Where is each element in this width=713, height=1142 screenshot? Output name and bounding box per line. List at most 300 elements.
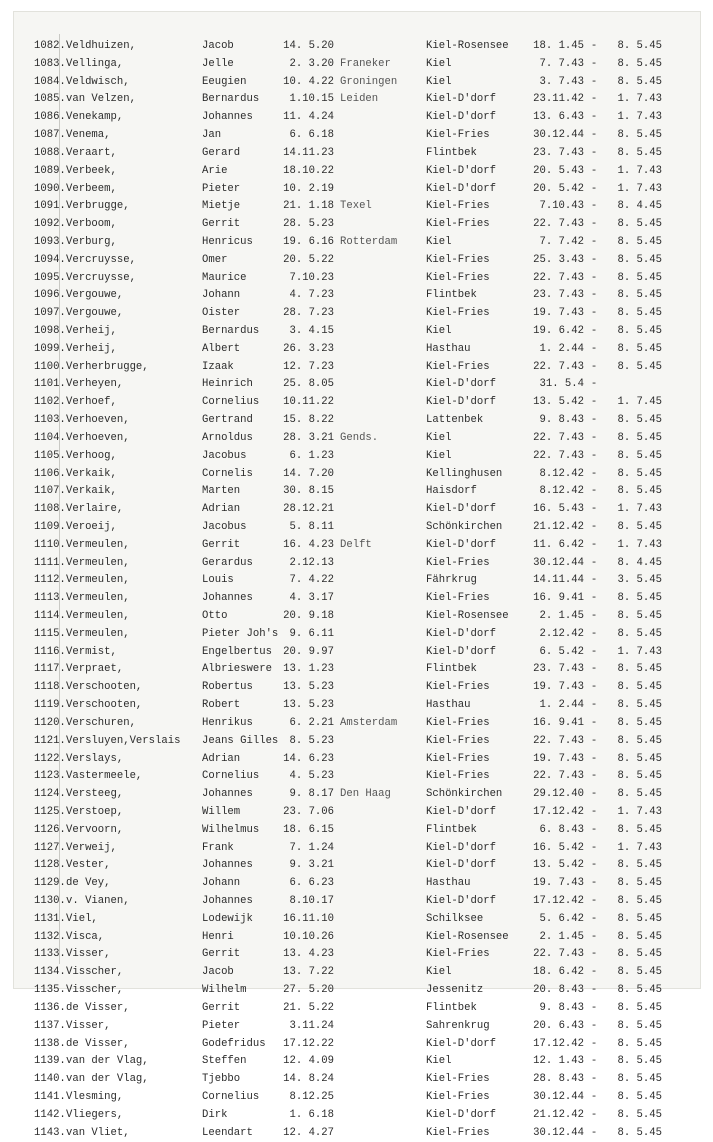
entry-number: 1098. [34,325,66,337]
date-separator: - [590,235,598,248]
entry-number: 1101. [34,378,66,391]
birth-date: 6. 2.21 [289,716,334,729]
date-to: 8. 5.45 [617,289,662,302]
given-name: Gerardus [202,556,253,569]
camp-location: Kiel-Fries [426,1090,490,1103]
date-to: 8. 5.45 [617,1019,662,1032]
given-name: Robert [202,699,241,712]
date-from: 23. 7.43 [533,289,584,302]
table-row [14,163,700,181]
date-from: 6. 5.42 [539,645,584,658]
given-name: Jelle [202,57,234,70]
date-to: 8. 5.45 [617,930,662,943]
date-to: 8. 5.45 [617,1037,662,1050]
camp-location: Schönkirchen [426,788,503,801]
date-to: 8. 5.45 [617,966,662,979]
date-separator: - [590,627,598,640]
surname: Verburg, [66,235,117,248]
date-separator: - [590,129,598,142]
date-separator: - [590,75,598,88]
entry-number: 1094. [34,253,66,266]
camp-location: Schönkirchen [426,520,503,533]
birth-place: Den Haag [340,788,391,801]
camp-location: Kiel-Rosensee [426,930,509,943]
date-separator: - [590,610,598,622]
date-to: 1. 7.43 [617,111,662,124]
surname: de Visser, [66,1037,130,1050]
birth-date: 10.10.26 [283,930,334,943]
given-name: Gerrit [202,948,241,961]
table-row [14,270,700,288]
date-from: 6. 8.43 [539,823,584,836]
date-from: 13. 5.42 [533,859,584,872]
entry-number: 1106. [34,467,66,480]
given-name: Tjebbo [202,1073,241,1086]
date-separator: - [590,752,598,765]
given-name: Willem [202,805,241,818]
birth-place: Texel [340,200,372,213]
given-name: Henri [202,930,234,943]
birth-date: 28. 3.21 [283,431,334,444]
camp-location: Kiel-D'dorf [426,627,496,640]
date-to: 1. 7.45 [617,396,662,409]
given-name: Johannes [202,592,253,605]
surname: Verhoef, [66,396,117,409]
birth-date: 13. 7.22 [283,966,334,979]
camp-location: Kiel-D'dorf [426,111,496,124]
birth-date: 21. 5.22 [283,1001,334,1014]
date-to: 8. 5.45 [617,235,662,248]
entry-number: 1087. [34,129,66,142]
entry-number: 1124. [34,788,66,801]
table-row [14,519,700,537]
date-to: 8. 5.45 [617,485,662,498]
given-name: Godefridus [202,1037,266,1050]
date-separator: - [590,912,598,925]
surname: van Vliet, [66,1126,130,1139]
date-from: 16. 9.41 [533,716,584,729]
entry-number: 1118. [34,681,66,694]
given-name: Robertus [202,681,253,694]
date-to: 8. 5.45 [617,414,662,427]
entry-number: 1125. [34,805,66,818]
entry-number: 1128. [34,859,66,872]
date-to: 8. 5.45 [617,271,662,284]
given-name: Engelbertus [202,645,272,658]
table-row [14,644,700,662]
date-separator: - [590,1037,598,1050]
birth-date: 17.12.22 [283,1037,334,1050]
table-row [14,1053,700,1071]
date-to: 8. 5.45 [617,146,662,159]
date-separator: - [590,1019,598,1032]
birth-date: 1.10.15 [289,93,334,106]
birth-date: 6. 6.18 [289,129,334,142]
entry-number: 1097. [34,307,66,320]
entry-number: 1096. [34,289,66,302]
date-from: 19. 7.43 [533,877,584,890]
date-to: 8. 5.45 [617,859,662,872]
date-to: 8. 5.45 [617,912,662,925]
date-from: 18. 1.45 [533,40,584,52]
date-to: 8. 5.45 [617,699,662,712]
birth-date: 14. 7.20 [283,467,334,480]
table-row [14,412,700,430]
table-row [14,875,700,893]
birth-date: 12. 4.27 [283,1126,334,1139]
date-to: 8. 5.45 [617,325,662,337]
date-from: 19. 7.43 [533,307,584,320]
date-to: 8. 5.45 [617,592,662,605]
given-name: Jan [202,129,222,142]
camp-location: Kiel [426,966,452,979]
entry-number: 1130. [34,895,66,907]
camp-location: Kiel-D'dorf [426,895,496,907]
date-to: 8. 4.45 [617,556,662,569]
given-name: Wilhelmus [202,823,260,836]
date-to: 8. 5.45 [617,610,662,622]
birth-date: 12. 7.23 [283,360,334,373]
camp-location: Kiel-Fries [426,218,490,231]
date-to: 1. 7.43 [617,93,662,106]
table-row [14,733,700,751]
date-from: 22. 7.43 [533,734,584,747]
birth-date: 4. 3.17 [289,592,334,605]
date-separator: - [590,699,598,712]
entry-number: 1102. [34,396,66,409]
date-from: 23. 7.43 [533,146,584,159]
date-to: 8. 5.45 [617,734,662,747]
table-row [14,305,700,323]
table-row [14,145,700,163]
entry-number: 1142. [34,1108,66,1121]
surname: Vermist, [66,645,117,658]
surname: Vliegers, [66,1108,124,1121]
date-separator: - [590,307,598,320]
birth-date: 27. 5.20 [283,984,334,997]
date-separator: - [590,289,598,302]
camp-location: Hasthau [426,877,471,890]
date-to: 8. 5.45 [617,218,662,231]
date-from: 28. 8.43 [533,1073,584,1086]
table-row [14,1018,700,1036]
table-row [14,252,700,270]
surname: Veldwisch, [66,75,130,88]
camp-location: Schilksee [426,912,484,925]
given-name: Johannes [202,788,253,801]
surname: Versteeg, [66,788,124,801]
surname: v. Vianen, [66,895,130,907]
camp-location: Kiel-D'dorf [426,805,496,818]
date-to: 8. 5.45 [617,770,662,783]
table-row [14,1125,700,1142]
entry-number: 1127. [34,841,66,854]
entry-number: 1114. [34,610,66,622]
date-to: 8. 5.45 [617,431,662,444]
date-from: 8.12.42 [539,467,584,480]
date-separator: - [590,574,598,587]
birth-date: 19. 6.16 [283,235,334,248]
date-from: 19. 7.43 [533,681,584,694]
entry-number: 1104. [34,431,66,444]
given-name: Heinrich [202,378,253,391]
date-from: 20. 5.43 [533,164,584,177]
date-separator: - [590,734,598,747]
given-name: Johannes [202,111,253,124]
surname: Verstoep, [66,805,124,818]
table-row [14,946,700,964]
surname: van der Vlag, [66,1055,149,1068]
date-from: 25. 3.43 [533,253,584,266]
surname: Viel, [66,912,98,925]
entry-number: 1117. [34,663,66,676]
given-name: Mietje [202,200,241,213]
given-name: Gertrand [202,414,253,427]
date-from: 16. 5.43 [533,503,584,516]
birth-date: 14.11.23 [283,146,334,159]
birth-date: 28. 7.23 [283,307,334,320]
camp-location: Kiel-Fries [426,734,490,747]
date-to: 8. 5.45 [617,1090,662,1103]
birth-date: 9. 6.11 [289,627,334,640]
given-name: Adrian [202,752,241,765]
given-name: Leendart [202,1126,253,1139]
date-separator: - [590,966,598,979]
birth-date: 20. 5.22 [283,253,334,266]
entry-number: 1088. [34,146,66,159]
date-from: 22. 7.43 [533,770,584,783]
date-separator: - [590,645,598,658]
date-from: 30.12.44 [533,129,584,142]
table-row [14,127,700,145]
date-to: 8. 5.45 [617,948,662,961]
entry-number: 1110. [34,538,66,551]
date-separator: - [590,681,598,694]
birth-date: 9. 3.21 [289,859,334,872]
surname: Verbrugge, [66,200,130,213]
entry-number: 1085. [34,93,66,106]
given-name: Arie [202,164,228,177]
table-row [14,929,700,947]
date-from: 7.10.43 [539,200,584,213]
birth-date: 13. 1.23 [283,663,334,676]
date-separator: - [590,984,598,997]
date-separator: - [590,503,598,516]
table-row [14,216,700,234]
entry-number: 1122. [34,752,66,765]
date-separator: - [590,342,598,355]
date-separator: - [590,592,598,605]
surname: Vermeulen, [66,627,130,640]
camp-location: Kiel-Fries [426,752,490,765]
table-row [14,715,700,733]
birth-date: 8.10.17 [289,895,334,907]
birth-date: 16.11.10 [283,912,334,925]
surname: Vergouwe, [66,307,124,320]
date-from: 17.12.42 [533,1037,584,1050]
date-from: 22. 7.43 [533,218,584,231]
birth-place: Leiden [340,93,379,106]
birth-date: 26. 3.23 [283,342,334,355]
camp-location: Kiel [426,325,452,337]
date-to: 8. 5.45 [617,716,662,729]
surname: Veldhuizen, [66,40,136,52]
table-row [14,590,700,608]
entry-number: 1129. [34,877,66,890]
date-to: 8. 5.45 [617,663,662,676]
date-from: 29.12.40 [533,788,584,801]
given-name: Arnoldus [202,431,253,444]
date-separator: - [590,877,598,890]
date-from: 30.12.44 [533,556,584,569]
date-from: 16. 9.41 [533,592,584,605]
table-row [14,1089,700,1107]
given-name: Gerrit [202,218,241,231]
surname: Vervoorn, [66,823,124,836]
table-row [14,234,700,252]
entry-number: 1092. [34,218,66,231]
table-row [14,840,700,858]
entry-number: 1140. [34,1073,66,1086]
date-separator: - [590,271,598,284]
given-name: Lodewijk [202,912,253,925]
surname: Verboom, [66,218,117,231]
birth-date: 21. 1.18 [283,200,334,213]
date-separator: - [590,556,598,569]
surname: Visscher, [66,984,124,997]
date-from: 11. 6.42 [533,538,584,551]
entry-number: 1141. [34,1090,66,1103]
date-from: 16. 5.42 [533,841,584,854]
birth-date: 30. 8.15 [283,485,334,498]
surname: Vermeulen, [66,556,130,569]
camp-location: Kiel-Fries [426,716,490,729]
birth-date: 6. 6.23 [289,877,334,890]
birth-date: 13. 5.23 [283,681,334,694]
given-name: Albert [202,342,241,355]
date-separator: - [590,948,598,961]
given-name: Pieter [202,182,241,195]
table-row [14,483,700,501]
date-from: 23. 7.43 [533,663,584,676]
birth-date: 9. 8.17 [289,788,334,801]
date-to: 3. 5.45 [617,574,662,587]
table-row [14,359,700,377]
camp-location: Fährkrug [426,574,477,587]
camp-location: Hasthau [426,699,471,712]
table-row [14,198,700,216]
table-row [14,537,700,555]
date-from: 22. 7.43 [533,948,584,961]
date-from: 13. 5.42 [533,396,584,409]
date-from: 23.11.42 [533,93,584,106]
camp-location: Kiel-Fries [426,948,490,961]
birth-date: 10. 4.22 [283,75,334,88]
entry-number: 1100. [34,360,66,373]
birth-date: 28. 5.23 [283,218,334,231]
entry-number: 1138. [34,1037,66,1050]
entry-number: 1139. [34,1055,66,1068]
date-to: 1. 7.43 [617,503,662,516]
date-from: 2.12.42 [539,627,584,640]
table-row [14,466,700,484]
entry-number: 1143. [34,1126,66,1139]
entry-number: 1126. [34,823,66,836]
surname: Verbeek, [66,164,117,177]
date-from: 14.11.44 [533,574,584,587]
surname: Vermeulen, [66,610,130,622]
camp-location: Kiel-Fries [426,129,490,142]
given-name: Johannes [202,859,253,872]
given-name: Gerrit [202,1001,241,1014]
given-name: Jeans Gilles [202,734,279,747]
given-name: Albrieswere [202,663,272,676]
entry-number: 1119. [34,699,66,712]
given-name: Jacob [202,40,234,52]
given-name: Henricus [202,235,253,248]
date-from: 20. 8.43 [533,984,584,997]
surname: Verhoeven, [66,414,130,427]
date-separator: - [590,93,598,106]
date-to: 8. 5.45 [617,129,662,142]
date-to: 8. 5.45 [617,1055,662,1068]
date-to: 8. 5.45 [617,877,662,890]
birth-date: 15. 8.22 [283,414,334,427]
table-row [14,323,700,341]
camp-location: Kiel [426,57,452,70]
entry-number: 1095. [34,271,66,284]
surname: Vermeulen, [66,538,130,551]
date-separator: - [590,253,598,266]
surname: Verkaik, [66,467,117,480]
surname: Vergouwe, [66,289,124,302]
birth-date: 13. 5.23 [283,699,334,712]
date-from: 5. 6.42 [539,912,584,925]
entry-number: 1105. [34,449,66,462]
date-separator: - [590,1126,598,1139]
camp-location: Hasthau [426,342,471,355]
camp-location: Kiel [426,1055,452,1068]
entry-number: 1120. [34,716,66,729]
given-name: Henrikus [202,716,253,729]
camp-location: Kiel-Fries [426,592,490,605]
table-row [14,964,700,982]
date-separator: - [590,788,598,801]
surname: Verhoeven, [66,431,130,444]
camp-location: Flintbek [426,289,477,302]
surname: de Vey, [66,877,111,890]
date-from: 13. 6.43 [533,111,584,124]
entry-number: 1137. [34,1019,66,1032]
table-row [14,1107,700,1125]
table-row [14,109,700,127]
date-from: 3. 7.43 [539,75,584,88]
camp-location: Kiel-D'dorf [426,841,496,854]
date-from: 31. 5.4 [539,378,584,391]
date-separator: - [590,40,598,52]
birth-date: 3.11.24 [289,1019,334,1032]
table-row [14,501,700,519]
date-separator: - [590,431,598,444]
surname: van Velzen, [66,93,136,106]
table-row [14,911,700,929]
date-separator: - [590,111,598,124]
date-to: 8. 5.45 [617,1001,662,1014]
camp-location: Kiel-D'dorf [426,1108,496,1121]
date-to: 1. 7.43 [617,805,662,818]
table-row [14,91,700,109]
date-from: 22. 7.43 [533,360,584,373]
